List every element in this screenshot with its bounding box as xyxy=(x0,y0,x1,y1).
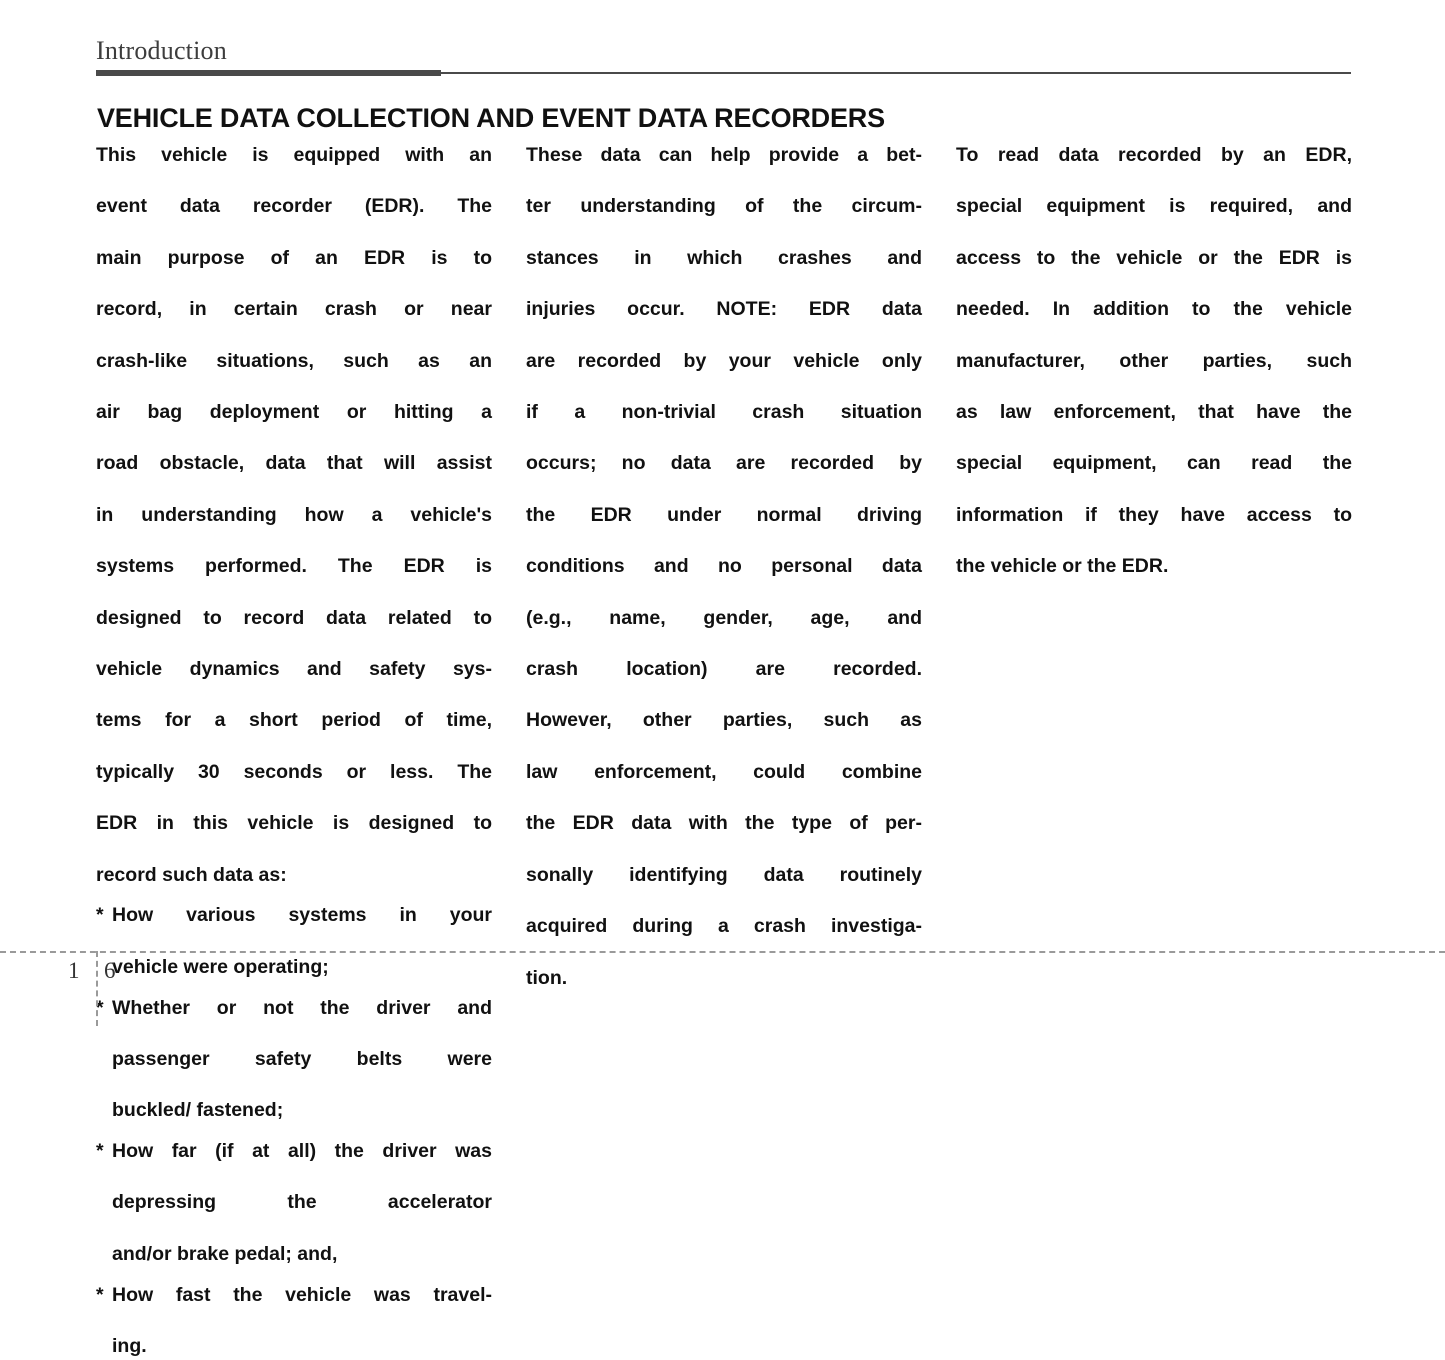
text-line: tion. xyxy=(526,966,568,989)
text-line: the EDR under normal driving xyxy=(526,503,922,526)
text-line: ter understanding of the circum- xyxy=(526,195,922,218)
text-line: How fast the vehicle was travel- xyxy=(112,1283,492,1306)
text-line: injuries occur. NOTE: EDR data xyxy=(526,298,922,321)
text-line: occurs; no data are recorded by xyxy=(526,452,922,475)
page-header xyxy=(96,38,1351,76)
list-item xyxy=(96,996,492,1125)
text-line: special equipment is required, and xyxy=(956,195,1352,218)
text-line: road obstacle, data that will assist xyxy=(96,452,492,475)
text-line: as law enforcement, that have the xyxy=(956,401,1352,424)
text-line: information if they have access to xyxy=(956,503,1352,526)
chapter-number: 1 xyxy=(68,958,80,983)
text-line: passenger safety belts were xyxy=(112,1047,492,1070)
text-line: record, in certain crash or near xyxy=(96,298,492,321)
text-line: designed to record data related to xyxy=(96,606,492,629)
list-item xyxy=(96,1139,492,1268)
bullet-marker: * xyxy=(96,1140,104,1163)
text-line: if a non-trivial crash situation xyxy=(526,401,922,424)
text-line: vehicle dynamics and safety sys- xyxy=(96,658,492,681)
text-line: the vehicle or the EDR. xyxy=(956,555,1169,578)
text-line: special equipment, can read the xyxy=(956,452,1352,475)
header-divider xyxy=(96,70,1351,76)
section-heading: VEHICLE DATA COLLECTION AND EVENT DATA RECORDERS xyxy=(97,103,885,133)
paragraph-data-use xyxy=(526,143,922,991)
text-line: tems for a short period of time, xyxy=(96,709,492,732)
text-line: vehicle were operating; xyxy=(112,955,329,978)
text-line: How far (if at all) the driver was xyxy=(112,1140,492,1163)
text-line: systems performed. The EDR is xyxy=(96,555,492,578)
list-item xyxy=(96,1283,492,1360)
header-divider-thick xyxy=(96,70,441,76)
text-line: To read data recorded by an EDR, xyxy=(956,144,1352,166)
header-divider-thin xyxy=(441,72,1351,74)
text-line: acquired during a crash investiga- xyxy=(526,915,922,938)
text-line: buckled/ fastened; xyxy=(112,1099,284,1122)
text-line: the EDR data with the type of per- xyxy=(526,812,922,835)
text-line: access to the vehicle or the EDR is xyxy=(956,246,1352,269)
text-line: sonally identifying data routinely xyxy=(526,863,922,886)
body-columns xyxy=(96,143,1354,1360)
list-item-text xyxy=(112,1283,492,1360)
text-line: These data can help provide a bet- xyxy=(526,144,922,166)
text-line: law enforcement, could combine xyxy=(526,760,922,783)
text-line: However, other parties, such as xyxy=(526,709,922,732)
text-line: event data recorder (EDR). The xyxy=(96,195,492,218)
column-three xyxy=(956,143,1352,1360)
list-item-text xyxy=(112,996,492,1125)
text-line: EDR in this vehicle is designed to xyxy=(96,812,492,835)
text-line: crash location) are recorded. xyxy=(526,658,922,681)
footer-divider-vertical xyxy=(96,951,98,1026)
text-line: conditions and no personal data xyxy=(526,555,922,578)
text-line: typically 30 seconds or less. The xyxy=(96,760,492,783)
text-line: Whether or not the driver and xyxy=(112,996,492,1019)
column-two xyxy=(526,143,922,1360)
text-line: How various systems in your xyxy=(112,904,492,927)
text-line: manufacturer, other parties, such xyxy=(956,349,1352,372)
list-item-text xyxy=(112,1139,492,1268)
footer-divider-horizontal xyxy=(0,951,1445,953)
text-line: in understanding how a vehicle's xyxy=(96,503,492,526)
paragraph-reading-edr xyxy=(956,143,1352,580)
text-line: ing. xyxy=(112,1334,147,1357)
chapter-title: Introduction xyxy=(96,36,227,65)
page-number: 6 xyxy=(104,958,116,983)
bullet-marker: * xyxy=(96,904,104,927)
text-line: record such data as: xyxy=(96,863,287,886)
text-line: air bag deployment or hitting a xyxy=(96,401,492,424)
paragraph-intro xyxy=(96,143,492,888)
bullet-marker: * xyxy=(96,1283,104,1306)
text-line: main purpose of an EDR is to xyxy=(96,246,492,269)
text-line: and/or brake pedal; and, xyxy=(112,1242,338,1265)
text-line: stances in which crashes and xyxy=(526,246,922,269)
text-line: crash-like situations, such as an xyxy=(96,349,492,372)
list-item-text xyxy=(112,903,492,980)
bullet-list xyxy=(96,903,492,1359)
bullet-marker: * xyxy=(96,996,104,1019)
column-one xyxy=(96,143,492,1360)
text-line: (e.g., name, gender, age, and xyxy=(526,606,922,629)
list-item xyxy=(96,903,492,980)
text-line: are recorded by your vehicle only xyxy=(526,349,922,372)
text-line: needed. In addition to the vehicle xyxy=(956,298,1352,321)
text-line: depressing the accelerator xyxy=(112,1191,492,1214)
text-line: This vehicle is equipped with an xyxy=(96,144,492,166)
